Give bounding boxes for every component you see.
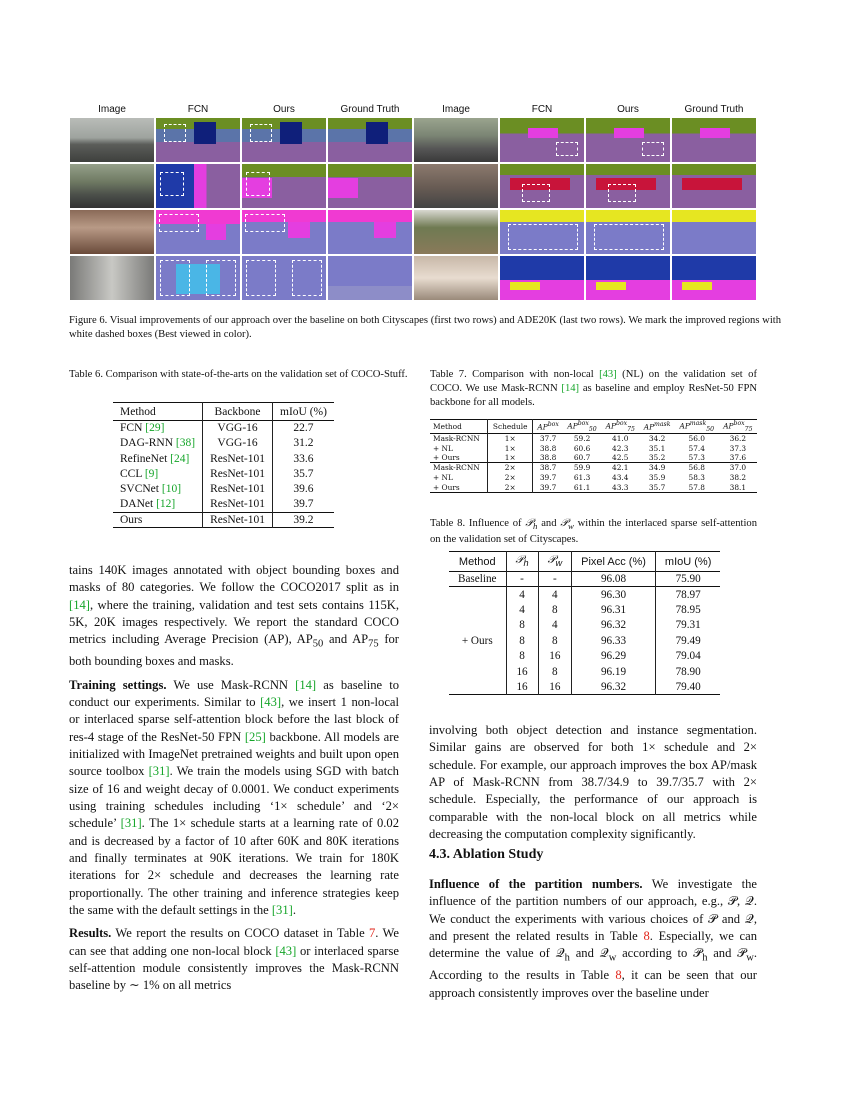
table-row: + Ours 1× 38.8 60.7 42.5 35.2 57.3 37.6: [430, 453, 757, 463]
seg-fcn-1: [156, 118, 240, 162]
seg-fcn-2: [156, 164, 240, 208]
t8-header-method: Method: [449, 552, 506, 572]
fig-header-ours: Ours: [273, 104, 295, 115]
seg-gt-6: [672, 164, 756, 208]
training-settings: Training settings. We use Mask-RCNN [14] as baseline to conduct our experiments. Similar to [43], we insert 1 non-local or interlaced sparse self-attention block before the last block of res-4 stage of the ResNet-50 FPN [25] backbone. All models are initialized with ImageNet pretrained weights and built upon open source toolbox [31]. We train the models using SGD with batch size of 16 and weight decay of 0.0001. We conduct experiments using training schedules including ‘1× schedule’ and ‘2× schedule’ [31]. The 1× schedule starts at a learning rate of 0.02 and is decreased by a factor of 10 after 60K and 80K iterations and finally terminates at 90K iterations. We train for 180K iterations for 2× schedule and decreases the learning rate proportionally. The other training and inference strategies keep the same with the default settings in the [31].: [69, 677, 400, 918]
seg-gt-5: [672, 118, 756, 162]
table-row: DANet [12] ResNet-101 39.7: [113, 497, 334, 512]
table-7-caption: Table 7. Comparison with non-local [43] (NL) on the validation set of COCO. We use Mask-RCNN [14] as baseline and employ ResNet-50 FPN backbone for all models.: [430, 369, 757, 408]
seg-ours-6: [586, 164, 670, 208]
right-column-para: involving both object detection and instance segmentation. Similar gains are observed for both 1× schedule and 2× schedule. For example, our approach improves the box AP/mask AP of Mask-RCNN from 38.7/34.9 to 39.7/35.7 with 2× schedule. Especially, the performance of our approach is comparable with the non-local block on all metrics while decreasing the computation complexity significantly.: [429, 723, 757, 842]
table-row: 8 8 96.33 79.49: [449, 633, 720, 648]
t6-header-miou: mIoU (%): [280, 405, 327, 418]
seg-ours-7: [586, 210, 670, 254]
table-row: FCN [29] VGG-16 22.7: [113, 421, 334, 436]
fig-header-gt: Ground Truth: [340, 104, 400, 115]
photo-bedroom-1: [414, 256, 498, 300]
seg-gt-4: [328, 256, 412, 300]
citation[interactable]: [38]: [175, 437, 196, 450]
seg-fcn-6: [500, 164, 584, 208]
fig-header-gt-2: Ground Truth: [684, 104, 744, 115]
figure-grid-left: [70, 118, 412, 300]
table-row: + NL 1× 38.8 60.6 42.3 35.1 57.4 37.3: [430, 443, 757, 453]
citation[interactable]: [24]: [170, 452, 190, 465]
t7-header-apmask50: $AP^{mask}_{50}$: [679, 420, 715, 433]
t6-header-method: Method: [113, 403, 203, 421]
results: Results. We report the results on COCO dataset in Table 7. We can see that adding one non-local block [43] or interlaced sparse self-attention module consistently improves the Mask-RCNN baseline by ∼ 1% on all metrics: [69, 926, 399, 993]
ours-label: + Ours: [449, 587, 506, 695]
table-row: + Ours 2× 39.7 61.1 43.3 35.7 57.8 38.1: [430, 482, 757, 492]
seg-ours-1: [242, 118, 326, 162]
seg-ours-5: [586, 118, 670, 162]
fig-header-fcn-2: FCN: [531, 104, 553, 115]
left-column: [69, 562, 399, 1001]
seg-fcn-7: [500, 210, 584, 254]
seg-ours-4: [242, 256, 326, 300]
figure-grid-right: [414, 118, 756, 300]
table-row-ours: Ours ResNet-101 39.2: [113, 512, 334, 527]
fig-header-fcn: FCN: [187, 104, 209, 115]
photo-street-1: [70, 118, 154, 162]
table-row: CCL [9] ResNet-101 35.7: [113, 466, 334, 481]
table-row: Mask-RCNN 2× 38.7 59.9 42.1 34.9 56.8 37.0: [430, 463, 757, 473]
fig-header-ours-2: Ours: [617, 104, 639, 115]
citation[interactable]: [10]: [161, 483, 182, 496]
table-6-caption: Table 6. Comparison with state-of-the-arts on the validation set of COCO-Stuff.: [69, 369, 408, 380]
citation[interactable]: [29]: [145, 422, 165, 435]
citation[interactable]: [9]: [144, 468, 159, 481]
photo-landscape-1: [414, 210, 498, 254]
table-row: + Ours 4 4 96.30 78.97: [449, 587, 720, 602]
citation[interactable]: [12]: [156, 498, 176, 511]
t7-header-apmask: $AP^{mask}$: [643, 421, 671, 432]
seg-fcn-5: [500, 118, 584, 162]
fig-header-image-2: Image: [442, 104, 470, 115]
photo-street-2: [70, 164, 154, 208]
seg-gt-1: [328, 118, 412, 162]
table-row: SVCNet [10] ResNet-101 39.6: [113, 482, 334, 497]
seg-ours-3: [242, 210, 326, 254]
t7-header-schedule: Schedule: [488, 420, 533, 434]
table-7: [430, 419, 757, 493]
table-row: 16 16 96.32 79.40: [449, 679, 720, 694]
t8-header-acc: Pixel Acc (%): [572, 552, 656, 572]
seg-gt-7: [672, 210, 756, 254]
t7-header-apbox50: $AP^{box}_{50}$: [567, 420, 597, 433]
t7-header-apbox: $AP^{box}$: [537, 421, 559, 432]
section-title: 4.3. Ablation Study: [429, 847, 544, 862]
t8-header-miou: mIoU (%): [664, 555, 712, 568]
table-row: Mask-RCNN 1× 37.7 59.2 41.0 34.2 56.0 36.2: [430, 433, 757, 443]
table-8: [449, 551, 720, 695]
table-row: 16 8 96.19 78.90: [449, 664, 720, 679]
seg-gt-8: [672, 256, 756, 300]
table-row: 8 16 96.29 79.04: [449, 648, 720, 663]
seg-gt-2: [328, 164, 412, 208]
seg-fcn-8: [500, 256, 584, 300]
table-row-baseline: Baseline - - 96.08 75.90: [449, 572, 720, 587]
table-row: 4 8 96.31 78.95: [449, 602, 720, 617]
table-row: RefineNet [24] ResNet-101 33.6: [113, 451, 334, 466]
seg-ours-2: [242, 164, 326, 208]
t7-header-apbox75: $AP^{box}_{75}$: [605, 420, 635, 433]
influence-partition: Influence of the partition numbers. We investigate the influence of the partition numbers of our approach, e.g., 𝒫, 𝒬. We conduct the experiments with various choices of 𝒫 and 𝒬, and present the related results in Table 8. Especially, we can determine the value of 𝒬$_h$ and 𝒬$_w$ according to 𝒫$_h$ and 𝒫$_w$. According to the results in Table 8, it can be seen that our approach consistently improves over the baseline under: [429, 877, 758, 1000]
photo-room-2: [70, 256, 154, 300]
fig-header-image: Image: [98, 104, 126, 115]
t6-header-backbone: Backbone: [203, 403, 273, 421]
seg-ours-8: [586, 256, 670, 300]
t8-header-pw: 𝒫$_w$: [538, 552, 572, 572]
photo-street-4: [414, 164, 498, 208]
t7-header-apbox75b: $AP^{box}_{75}$: [723, 420, 753, 433]
seg-fcn-3: [156, 210, 240, 254]
table-row: DAG-RNN [38] VGG-16 31.2: [113, 436, 334, 451]
coco-description: tains 140K images annotated with object bounding boxes and masks of 80 categories. We follow the COCO2017 split as in [14], where the training, validation and test sets contains 115K, 5K, 20K images respectively. We report the standard COCO metrics including Average Precision (AP), $AP_{50}$ and $AP_{75}$ for both bounding boxes and masks.: [69, 563, 399, 669]
t7-header-method: Method: [430, 420, 488, 434]
seg-gt-3: [328, 210, 412, 254]
seg-fcn-4: [156, 256, 240, 300]
figure-6-caption: Figure 6. Visual improvements of our approach over the baseline on both Cityscapes (first two rows) and ADE20K (last two rows). We mark the improved regions with white dashed boxes (Best viewed in color).: [69, 315, 781, 340]
table-8-caption: Table 8. Influence of 𝒫$_h$ and 𝒫$_w$ within the interlaced sparse self-attention on the validation set of Cityscapes.: [430, 518, 757, 546]
table-row: 8 4 96.32 79.31: [449, 618, 720, 633]
table-6: [113, 402, 334, 528]
t8-header-ph: 𝒫$_h$: [506, 552, 538, 572]
photo-room-1: [70, 210, 154, 254]
table-row: + NL 2× 39.7 61.3 43.4 35.9 58.3 38.2: [430, 473, 757, 483]
photo-street-3: [414, 118, 498, 162]
